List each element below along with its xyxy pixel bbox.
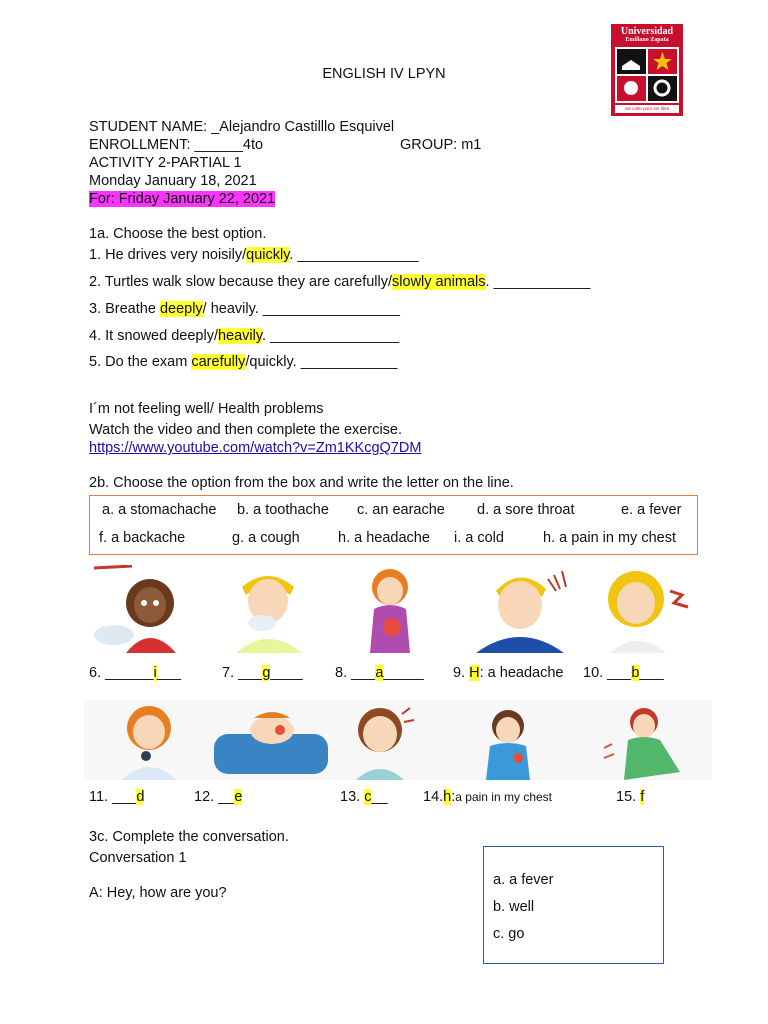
answer-8: 8. ___a_____ <box>335 665 424 681</box>
answer-10: 10. ___b___ <box>583 665 664 681</box>
answer-highlight: heavily <box>217 328 263 344</box>
answer-7: 7. ___g____ <box>222 665 303 681</box>
section-1a-heading: 1a. Choose the best option. <box>89 226 267 242</box>
group: GROUP: m1 <box>400 137 482 153</box>
conversation-options-box <box>483 846 664 964</box>
exercise-item: 1. He drives very noisily/quickly. _______________ <box>89 247 419 263</box>
video-link[interactable]: https://www.youtube.com/watch?v=Zm1KKcgQ7DM <box>89 440 422 456</box>
conversation-title: Conversation 1 <box>89 850 187 866</box>
page-title: ENGLISH IV LPYN <box>322 66 446 82</box>
option-label: c. an earache <box>357 502 445 518</box>
conversation-option: c. go <box>493 926 525 942</box>
option-label: h. a pain in my chest <box>543 530 676 546</box>
answer-highlight: quickly <box>246 247 290 263</box>
health-heading: I´m not feeling well/ Health problems <box>89 401 324 417</box>
section-2b-heading: 2b. Choose the option from the box and write the letter on the line. <box>89 475 514 491</box>
illustrations-row-2 <box>84 700 712 780</box>
answer-highlight: deeply <box>159 301 203 317</box>
stomachache-girl-illustration <box>350 565 432 653</box>
answer-14: 14.h:a pain in my chest <box>423 789 552 805</box>
section-3c-heading: 3c. Complete the conversation. <box>89 829 289 845</box>
answer-6: 6. ______i___ <box>89 665 181 681</box>
option-label: d. a sore throat <box>477 502 575 518</box>
answer-highlight: carefully <box>191 354 246 370</box>
activity: ACTIVITY 2-PARTIAL 1 <box>89 155 242 171</box>
exercise-item: 3. Breathe deeply/ heavily. _________________ <box>89 301 400 317</box>
logo-motto: ser culto para ser libre <box>624 106 670 111</box>
option-label: f. a backache <box>99 530 186 546</box>
answer-highlight: slowly animals <box>392 274 486 290</box>
conversation-option: b. well <box>493 899 535 915</box>
enrollment: ENROLLMENT: ______4to <box>89 137 264 153</box>
option-label: i. a cold <box>454 530 504 546</box>
options-box <box>89 495 698 555</box>
logo-name: Universidad <box>620 26 674 37</box>
video-instruction: Watch the video and then complete the exercise. <box>89 422 403 438</box>
headache-boy-illustration <box>470 565 576 653</box>
cold-girl-illustration <box>92 565 198 653</box>
date: Monday January 18, 2021 <box>89 173 257 189</box>
exercise-item: 5. Do the exam carefully/quickly. ____________ <box>89 354 398 370</box>
answer-15: 15. f <box>616 789 645 805</box>
answer-12: 12. __e <box>194 789 243 805</box>
option-label: g. a cough <box>232 530 300 546</box>
option-label: a. a stomachache <box>102 502 217 518</box>
due-date <box>89 191 275 207</box>
student-name: STUDENT NAME: _Alejandro Castilllo Esquivel <box>89 119 395 135</box>
answer-9: 9. H: a headache <box>453 665 564 681</box>
conversation-option: a. a fever <box>493 872 554 888</box>
exercise-item: 2. Turtles walk slow because they are carefully/slowly animals. ____________ <box>89 274 591 290</box>
backache-woman-illustration <box>600 565 698 653</box>
exercise-item: 4. It snowed deeply/heavily. ________________ <box>89 328 400 344</box>
logo-subtitle: Emiliano Zapata <box>625 37 669 43</box>
option-label: b. a toothache <box>237 502 329 518</box>
cough-boy-illustration <box>228 565 310 653</box>
conversation-line: A: Hey, how are you? <box>89 885 227 901</box>
due-date-highlight: For: Friday January 22, 2021 <box>89 191 276 207</box>
answer-13: 13. c__ <box>340 789 388 805</box>
answer-11: 11. ___d <box>89 789 145 805</box>
option-label: h. a headache <box>338 530 430 546</box>
option-label: e. a fever <box>621 502 682 518</box>
